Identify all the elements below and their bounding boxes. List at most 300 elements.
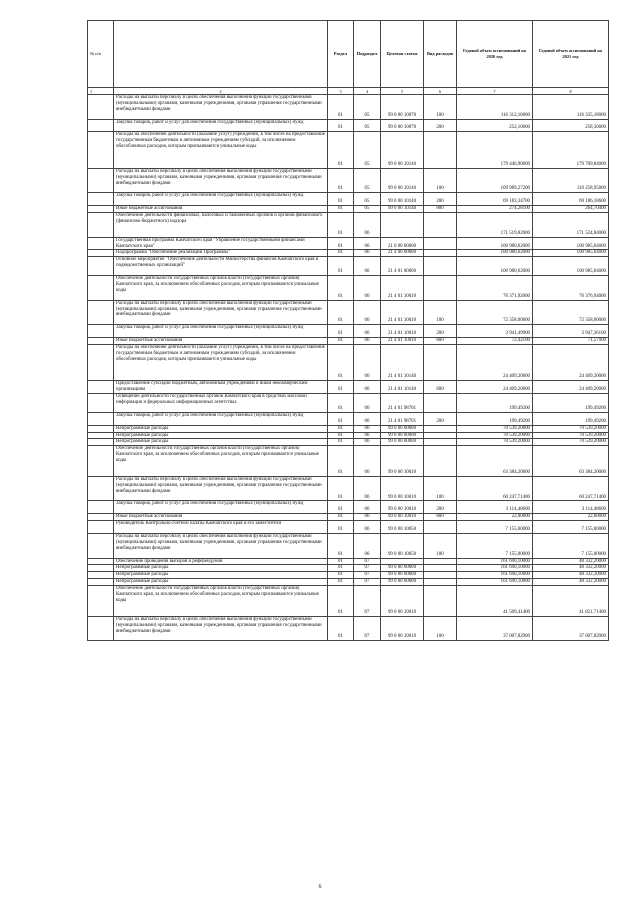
- row-exptype-cell: [424, 446, 457, 477]
- table-row: [88, 338, 609, 345]
- row-number-cell: [88, 521, 114, 534]
- table-row: [88, 237, 609, 250]
- row-section-cell: 01: [328, 119, 354, 132]
- table-row: [88, 119, 609, 132]
- row-exptype-cell: [424, 237, 457, 250]
- table-row: [88, 572, 609, 579]
- row-name-cell: Руководитель Контрольно-счетной палаты Камчатского края и его заместители: [114, 521, 328, 534]
- row-number-cell: [88, 213, 114, 238]
- column-number-row: [88, 88, 609, 95]
- row-name-cell: Расходы на выплаты персоналу в целях обеспечения выполнения функций государственными (муниципальными) органами, казенными учреждениями, органами управления государственными внебюджетными фондами: [114, 533, 328, 558]
- row-target-cell: 99 0 00 00000: [381, 439, 424, 446]
- row-target-cell: 21 4 01 98701: [381, 394, 424, 413]
- row-amount-2021-cell: 24 409,20000: [533, 381, 609, 394]
- row-amount-2021-cell: 100 985,64000: [533, 257, 609, 276]
- row-name-cell: Обеспечение деятельности финансовых, налоговых и таможенных органов и органов финансового (финансово-бюджетного) надзора: [114, 213, 328, 238]
- row-name-cell: Расходы на выплаты персоналу в целях обеспечения выполнения функций государственными (муниципальными) органами, казенными учреждениями, органами управления государственными внебюджетными фондами: [114, 476, 328, 501]
- row-number-cell: [88, 616, 114, 641]
- row-subsection-cell: 06: [354, 325, 381, 338]
- row-amount-2020-cell: 252,10000: [457, 119, 533, 132]
- row-target-cell: 21 4 01 10010: [381, 338, 424, 345]
- row-subsection-cell: 06: [354, 344, 381, 380]
- row-number-cell: [88, 439, 114, 446]
- row-section-cell: 01: [328, 533, 354, 558]
- row-subsection-cell: 07: [354, 579, 381, 586]
- row-subsection-cell: 05: [354, 206, 381, 213]
- row-amount-2021-cell: 3 114,48600: [533, 501, 609, 514]
- row-target-cell: 21 4 01 10010: [381, 300, 424, 325]
- row-number-cell: [88, 193, 114, 206]
- table-row: [88, 381, 609, 394]
- column-number: 1: [88, 88, 114, 95]
- row-name-cell: Расходы на выплаты персоналу в целях обеспечения выполнения функций государственными (муниципальными) органами, казенными учреждениями, органами управления государственными внебюджетными фондами: [114, 95, 328, 120]
- row-name-cell: Непрограммные расходы: [114, 572, 328, 579]
- row-amount-2020-cell: 199,49200: [457, 394, 533, 413]
- row-name-cell: Подпрограмма "Обеспечение реализации Программы": [114, 250, 328, 257]
- row-amount-2021-cell: 37 007,82900: [533, 616, 609, 641]
- row-subsection-cell: 06: [354, 425, 381, 432]
- header-subsection: Подраздел: [354, 21, 381, 88]
- row-amount-2020-cell: 7 155,00000: [457, 521, 533, 534]
- row-amount-2021-cell: 71,57900: [533, 338, 609, 345]
- row-exptype-cell: 100: [424, 476, 457, 501]
- row-subsection-cell: 07: [354, 586, 381, 617]
- row-exptype-cell: 800: [424, 338, 457, 345]
- table-row: [88, 579, 609, 586]
- row-section-cell: 01: [328, 325, 354, 338]
- table-row: [88, 439, 609, 446]
- row-number-cell: [88, 394, 114, 413]
- row-target-cell: [381, 213, 424, 238]
- row-amount-2021-cell: 199,49200: [533, 394, 609, 413]
- row-number-cell: [88, 257, 114, 276]
- row-name-cell: Иные бюджетные ассигнования: [114, 338, 328, 345]
- row-target-cell: 99 0 00 10140: [381, 132, 424, 168]
- row-target-cell: 99 0 00 10140: [381, 168, 424, 193]
- row-amount-2020-cell: 161 690,10000: [457, 565, 533, 572]
- row-amount-2020-cell: 70 539,20000: [457, 432, 533, 439]
- row-subsection-cell: 05: [354, 168, 381, 193]
- row-exptype-cell: [424, 425, 457, 432]
- row-section-cell: 01: [328, 344, 354, 380]
- row-number-cell: [88, 381, 114, 394]
- row-number-cell: [88, 514, 114, 521]
- row-section-cell: 01: [328, 213, 354, 238]
- table-row: [88, 394, 609, 413]
- row-amount-2020-cell: 37 007,82900: [457, 616, 533, 641]
- row-amount-2021-cell: 41 821,71400: [533, 586, 609, 617]
- budget-table: [87, 20, 609, 641]
- row-amount-2020-cell: 100 980,62000: [457, 250, 533, 257]
- row-name-cell: Закупка товаров, работ и услуг для обеспечения государственных (муниципальных) нужд: [114, 193, 328, 206]
- row-subsection-cell: 06: [354, 521, 381, 534]
- row-target-cell: 99 0 00 00000: [381, 425, 424, 432]
- row-amount-2021-cell: 179 709,84000: [533, 132, 609, 168]
- row-exptype-cell: 100: [424, 616, 457, 641]
- row-amount-2020-cell: 3 941,49900: [457, 325, 533, 338]
- row-amount-2020-cell: 116 312,18000: [457, 95, 533, 120]
- row-target-cell: 21 4 01 10140: [381, 381, 424, 394]
- row-number-cell: [88, 250, 114, 257]
- row-target-cell: 99 0 00 10010: [381, 586, 424, 617]
- row-amount-2021-cell: 100 985,64000: [533, 237, 609, 250]
- column-number: 6: [424, 88, 457, 95]
- row-section-cell: 01: [328, 616, 354, 641]
- row-section-cell: 01: [328, 476, 354, 501]
- row-name-cell: Обеспечение проведения выборов и референдумов: [114, 558, 328, 565]
- row-section-cell: 01: [328, 439, 354, 446]
- row-section-cell: 01: [328, 579, 354, 586]
- row-name-cell: Расходы на выплаты персоналу в целях обеспечения выполнения функций государственными (муниципальными) органами, казенными учреждениями, органами управления государственными внебюджетными фондами: [114, 300, 328, 325]
- row-name-cell: Непрограммные расходы: [114, 432, 328, 439]
- row-amount-2021-cell: 100 985,64000: [533, 250, 609, 257]
- row-amount-2021-cell: 70 539,20000: [533, 432, 609, 439]
- row-section-cell: 01: [328, 132, 354, 168]
- row-target-cell: 99 0 00 00000: [381, 432, 424, 439]
- row-exptype-cell: 800: [424, 206, 457, 213]
- budget-sheet: [87, 20, 608, 641]
- row-amount-2021-cell: 76 376,94000: [533, 276, 609, 301]
- table-row: [88, 501, 609, 514]
- row-name-cell: Закупка товаров, работ и услуг для обеспечения государственных (муниципальных) нужд: [114, 501, 328, 514]
- table-row: [88, 95, 609, 120]
- row-subsection-cell: 06: [354, 257, 381, 276]
- table-row: [88, 446, 609, 477]
- row-amount-2020-cell: 72 358,00000: [457, 300, 533, 325]
- row-amount-2020-cell: 274,28100: [457, 206, 533, 213]
- row-target-cell: 21 4 01 10010: [381, 325, 424, 338]
- table-row: [88, 514, 609, 521]
- row-name-cell: Иные бюджетные ассигнования: [114, 514, 328, 521]
- row-section-cell: 01: [328, 432, 354, 439]
- row-subsection-cell: 07: [354, 572, 381, 579]
- row-number-cell: [88, 237, 114, 250]
- row-amount-2020-cell: 199,49200: [457, 412, 533, 425]
- row-number-cell: [88, 558, 114, 565]
- row-exptype-cell: [424, 572, 457, 579]
- row-target-cell: 99 0 00 10050: [381, 521, 424, 534]
- row-exptype-cell: [424, 132, 457, 168]
- row-exptype-cell: 100: [424, 533, 457, 558]
- table-row: [88, 250, 609, 257]
- row-section-cell: 01: [328, 565, 354, 572]
- row-subsection-cell: 06: [354, 381, 381, 394]
- row-section-cell: 01: [328, 446, 354, 477]
- row-subsection-cell: 06: [354, 394, 381, 413]
- header-exptype: Вид расходов: [424, 21, 457, 88]
- row-subsection-cell: 05: [354, 132, 381, 168]
- row-amount-2020-cell: 69 183,34700: [457, 193, 533, 206]
- row-amount-2021-cell: 171 524,84000: [533, 213, 609, 238]
- row-subsection-cell: 06: [354, 439, 381, 446]
- row-amount-2020-cell: 161 690,10000: [457, 572, 533, 579]
- row-target-cell: 99 0 00 10010: [381, 616, 424, 641]
- row-target-cell: 99 0 00 00000: [381, 579, 424, 586]
- row-amount-2020-cell: 63 384,20000: [457, 446, 533, 477]
- table-row: [88, 586, 609, 617]
- row-amount-2021-cell: 70 539,20000: [533, 439, 609, 446]
- row-subsection-cell: 06: [354, 338, 381, 345]
- row-subsection-cell: 06: [354, 501, 381, 514]
- row-amount-2021-cell: 116 335,18000: [533, 95, 609, 120]
- row-exptype-cell: 100: [424, 168, 457, 193]
- row-number-cell: [88, 95, 114, 120]
- row-number-cell: [88, 325, 114, 338]
- row-exptype-cell: 200: [424, 501, 457, 514]
- row-name-cell: Обеспечение деятельности государственных органов власти (государственных органов) Камчатского края, за исключением обособленных расходов, которым присваиваются уникальные коды: [114, 586, 328, 617]
- row-name-cell: Непрограммные расходы: [114, 579, 328, 586]
- row-exptype-cell: [424, 257, 457, 276]
- row-amount-2021-cell: 48 332,20000: [533, 565, 609, 572]
- row-number-cell: [88, 206, 114, 213]
- row-name-cell: Предоставление субсидий бюджетным, автономным учреждениям и иным некоммерческим организациям: [114, 381, 328, 394]
- row-amount-2021-cell: 22,00000: [533, 514, 609, 521]
- row-amount-2021-cell: 24 409,20000: [533, 344, 609, 380]
- row-target-cell: 99 0 00 10050: [381, 533, 424, 558]
- row-number-cell: [88, 446, 114, 477]
- column-number: 4: [354, 88, 381, 95]
- row-exptype-cell: 200: [424, 412, 457, 425]
- row-number-cell: [88, 476, 114, 501]
- row-target-cell: 99 0 00 00000: [381, 572, 424, 579]
- row-section-cell: 01: [328, 300, 354, 325]
- column-number: 2: [114, 88, 328, 95]
- row-name-cell: Непрограммные расходы: [114, 439, 328, 446]
- row-section-cell: 01: [328, 381, 354, 394]
- row-amount-2020-cell: 76 371,92000: [457, 276, 533, 301]
- row-amount-2021-cell: 48 332,20000: [533, 572, 609, 579]
- row-name-cell: Закупка товаров, работ и услуг для обеспечения государственных (муниципальных) нужд: [114, 119, 328, 132]
- column-number: 8: [533, 88, 609, 95]
- table-row: [88, 521, 609, 534]
- row-subsection-cell: 06: [354, 213, 381, 238]
- table-row: [88, 412, 609, 425]
- row-target-cell: 21 4 01 10010: [381, 276, 424, 301]
- row-section-cell: 01: [328, 501, 354, 514]
- row-amount-2021-cell: 199,49200: [533, 412, 609, 425]
- row-subsection-cell: 06: [354, 514, 381, 521]
- row-section-cell: 01: [328, 394, 354, 413]
- row-amount-2021-cell: 3 947,36100: [533, 325, 609, 338]
- row-target-cell: 99 0 00 10010: [381, 514, 424, 521]
- row-exptype-cell: [424, 432, 457, 439]
- row-section-cell: 01: [328, 95, 354, 120]
- row-number-cell: [88, 501, 114, 514]
- row-amount-2020-cell: 24 409,20000: [457, 344, 533, 380]
- row-number-cell: [88, 586, 114, 617]
- table-row: [88, 616, 609, 641]
- row-number-cell: [88, 344, 114, 380]
- row-target-cell: 21 4 00 00000: [381, 250, 424, 257]
- row-amount-2020-cell: 3 114,48600: [457, 501, 533, 514]
- table-row: [88, 432, 609, 439]
- row-target-cell: 99 0 00 10140: [381, 193, 424, 206]
- row-amount-2021-cell: 48 332,20000: [533, 579, 609, 586]
- row-amount-2021-cell: 7 155,00000: [533, 533, 609, 558]
- row-target-cell: 99 0 00 10010: [381, 446, 424, 477]
- row-amount-2020-cell: 100 980,62000: [457, 237, 533, 250]
- row-target-cell: 21 4 01 98701: [381, 412, 424, 425]
- row-target-cell: [381, 558, 424, 565]
- row-subsection-cell: 06: [354, 533, 381, 558]
- row-subsection-cell: 07: [354, 558, 381, 565]
- row-name-cell: Освещение деятельности государственных органов Камчатского края в средствах массовой информации и федеральных информационных агентствах: [114, 394, 328, 413]
- row-subsection-cell: 07: [354, 616, 381, 641]
- row-exptype-cell: [424, 250, 457, 257]
- row-number-cell: [88, 119, 114, 132]
- row-number-cell: [88, 276, 114, 301]
- row-number-cell: [88, 565, 114, 572]
- table-row: [88, 425, 609, 432]
- row-section-cell: 01: [328, 193, 354, 206]
- row-exptype-cell: [424, 276, 457, 301]
- row-number-cell: [88, 432, 114, 439]
- row-name-cell: Расходы на обеспечение деятельности (оказание услуг) учреждений, в том числе на предоставление государственным бюджетным и автономным учреждениям субсидий, за исключением обособленных расходов, которым присваиваются уникальные коды: [114, 344, 328, 380]
- row-number-cell: [88, 338, 114, 345]
- row-amount-2021-cell: 69 186,18600: [533, 193, 609, 206]
- row-exptype-cell: [424, 213, 457, 238]
- row-target-cell: 21 4 01 00000: [381, 257, 424, 276]
- row-target-cell: 99 0 00 10010: [381, 476, 424, 501]
- header-row: [88, 21, 609, 88]
- row-section-cell: 01: [328, 514, 354, 521]
- header-vol-2021: Годовой объем ассигнований на 2021 год: [533, 21, 609, 88]
- row-amount-2021-cell: 70 539,20000: [533, 425, 609, 432]
- row-exptype-cell: [424, 586, 457, 617]
- row-section-cell: 01: [328, 237, 354, 250]
- row-exptype-cell: 600: [424, 381, 457, 394]
- row-subsection-cell: 06: [354, 446, 381, 477]
- row-name-cell: Расходы на обеспечение деятельности (оказание услуг) учреждений, в том числе на предоставление государственным бюджетным и автономным учреждениям субсидий, за исключением обособленных расходов, которым присваиваются уникальные коды: [114, 132, 328, 168]
- row-amount-2020-cell: 161 690,10000: [457, 558, 533, 565]
- row-section-cell: 01: [328, 558, 354, 565]
- row-name-cell: Расходы на выплаты персоналу в целях обеспечения выполнения функций государственными (муниципальными) органами, казенными учреждениями, органами управления государственными внебюджетными фондами: [114, 616, 328, 641]
- row-section-cell: 01: [328, 572, 354, 579]
- column-number: 5: [381, 88, 424, 95]
- row-name-cell: Иные бюджетные ассигнования: [114, 206, 328, 213]
- row-exptype-cell: 100: [424, 95, 457, 120]
- table-row: [88, 558, 609, 565]
- table-row: [88, 344, 609, 380]
- table-row: [88, 168, 609, 193]
- column-number: 7: [457, 88, 533, 95]
- row-name-cell: Расходы на выплаты персоналу в целях обеспечения выполнения функций государственными (муниципальными) органами, казенными учреждениями, органами управления государственными внебюджетными фондами: [114, 168, 328, 193]
- row-target-cell: 99 0 00 10070: [381, 119, 424, 132]
- row-subsection-cell: 06: [354, 476, 381, 501]
- header-target: Целевая статья: [381, 21, 424, 88]
- row-exptype-cell: [424, 344, 457, 380]
- row-amount-2020-cell: 22,00000: [457, 514, 533, 521]
- row-name-cell: Закупка товаров, работ и услуг для обеспечения государственных (муниципальных) нужд: [114, 412, 328, 425]
- table-row: [88, 132, 609, 168]
- header-section: Раздел: [328, 21, 354, 88]
- row-amount-2020-cell: 41 509,41400: [457, 586, 533, 617]
- row-amount-2021-cell: 110 258,95000: [533, 168, 609, 193]
- row-name-cell: Основное мероприятие "Обеспечение деятельности Министерства финансов Камчатского края и подведомственных организаций": [114, 257, 328, 276]
- row-target-cell: 99 0 00 00000: [381, 565, 424, 572]
- row-amount-2021-cell: 48 332,20000: [533, 558, 609, 565]
- table-body: [88, 88, 609, 641]
- row-amount-2021-cell: 258,30000: [533, 119, 609, 132]
- row-amount-2020-cell: 70 539,20000: [457, 425, 533, 432]
- row-name-cell: Обеспечение деятельности государственных органов власти (государственных органов) Камчатского края, за исключением обособленных расходов, которым присваиваются уникальные коды: [114, 446, 328, 477]
- row-exptype-cell: [424, 521, 457, 534]
- row-exptype-cell: [424, 394, 457, 413]
- row-target-cell: 99 0 00 10070: [381, 95, 424, 120]
- row-name-cell: Закупка товаров, работ и услуг для обеспечения государственных (муниципальных) нужд: [114, 325, 328, 338]
- row-amount-2020-cell: 24 409,20000: [457, 381, 533, 394]
- row-section-cell: 01: [328, 250, 354, 257]
- row-amount-2021-cell: 7 155,00000: [533, 521, 609, 534]
- row-exptype-cell: 200: [424, 325, 457, 338]
- row-amount-2020-cell: 72,42100: [457, 338, 533, 345]
- row-target-cell: 21 0 00 00000: [381, 237, 424, 250]
- row-exptype-cell: [424, 558, 457, 565]
- row-subsection-cell: 05: [354, 95, 381, 120]
- row-amount-2020-cell: 161 690,10000: [457, 579, 533, 586]
- row-amount-2021-cell: 60 247,71400: [533, 476, 609, 501]
- row-number-cell: [88, 168, 114, 193]
- table-row: [88, 565, 609, 572]
- row-number-cell: [88, 425, 114, 432]
- table-row: [88, 257, 609, 276]
- row-subsection-cell: 06: [354, 276, 381, 301]
- row-amount-2020-cell: 70 539,20000: [457, 439, 533, 446]
- row-target-cell: 99 0 00 10010: [381, 501, 424, 514]
- row-subsection-cell: 06: [354, 300, 381, 325]
- row-exptype-cell: [424, 439, 457, 446]
- table-row: [88, 193, 609, 206]
- row-exptype-cell: 200: [424, 119, 457, 132]
- row-amount-2021-cell: 264,70400: [533, 206, 609, 213]
- row-name-cell: Непрограммные расходы: [114, 565, 328, 572]
- row-target-cell: 99 0 00 10140: [381, 206, 424, 213]
- row-number-cell: [88, 579, 114, 586]
- table-row: [88, 206, 609, 213]
- row-target-cell: 21 4 01 10140: [381, 344, 424, 380]
- row-exptype-cell: 100: [424, 300, 457, 325]
- row-subsection-cell: 06: [354, 412, 381, 425]
- row-subsection-cell: 06: [354, 432, 381, 439]
- row-subsection-cell: 07: [354, 565, 381, 572]
- row-section-cell: 01: [328, 521, 354, 534]
- row-number-cell: [88, 533, 114, 558]
- row-section-cell: 01: [328, 425, 354, 432]
- row-subsection-cell: 06: [354, 250, 381, 257]
- table-row: [88, 325, 609, 338]
- row-section-cell: 01: [328, 257, 354, 276]
- row-section-cell: 01: [328, 586, 354, 617]
- row-section-cell: 01: [328, 276, 354, 301]
- row-amount-2020-cell: 100 980,62000: [457, 257, 533, 276]
- table-row: [88, 533, 609, 558]
- row-amount-2020-cell: 179 446,90000: [457, 132, 533, 168]
- row-exptype-cell: [424, 579, 457, 586]
- column-number: 3: [328, 88, 354, 95]
- row-subsection-cell: 06: [354, 237, 381, 250]
- row-number-cell: [88, 300, 114, 325]
- row-subsection-cell: 05: [354, 119, 381, 132]
- row-exptype-cell: 800: [424, 514, 457, 521]
- row-exptype-cell: [424, 565, 457, 572]
- row-name-cell: Обеспечение деятельности государственных органов власти (государственных органов) Камчатского края, за исключением обособленных расходов, которым присваиваются уникальные коды: [114, 276, 328, 301]
- row-number-cell: [88, 412, 114, 425]
- row-subsection-cell: 05: [354, 193, 381, 206]
- row-amount-2020-cell: 109 989,27200: [457, 168, 533, 193]
- row-name-cell: Государственная программа Камчатского края "Управление государственными финансами Камчатского края": [114, 237, 328, 250]
- row-section-cell: 01: [328, 338, 354, 345]
- header-name: [114, 21, 328, 88]
